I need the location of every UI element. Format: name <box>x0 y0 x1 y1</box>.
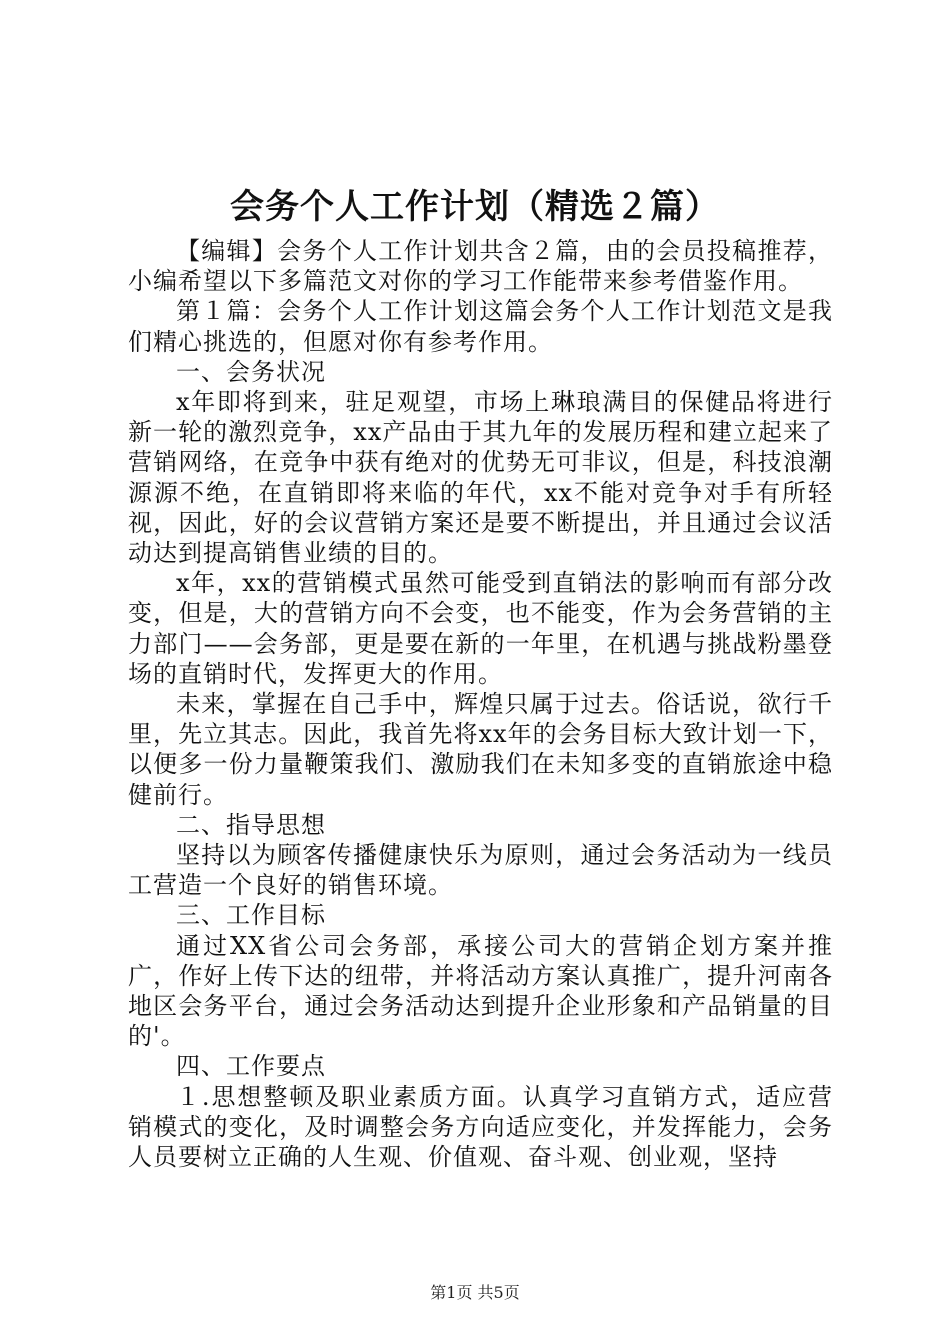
paragraph-market: x年即将到来，驻足观望，市场上琳琅满目的保健品将进行新一轮的激烈竞争，xx产品由于其九年的发展历程和建立起来了营销网络，在竞争中获有绝对的优势无可非议，但是，科技浪潮源源不绝，在直销即将来临的年代，xx不能对竞争对手有所轻视，因此，好的会议营销方案还是要不断提出，并且通过会议活动达到提高销售业绩的目的。 <box>128 388 833 568</box>
paragraph-principle: 坚持以为顾客传播健康快乐为原则，通过会务活动为一线员工营造一个良好的销售环境。 <box>128 841 833 900</box>
section-heading-work-goal: 三、工作目标 <box>176 901 326 930</box>
paragraph-future: 未来，掌握在自己手中，辉煌只属于过去。俗话说，欲行千里，先立其志。因此，我首先将xx年的会务目标大致计划一下，以便多一份力量鞭策我们、激励我们在未知多变的直销旅途中稳健前行。 <box>128 690 833 809</box>
paragraph-marketing-model: x年，xx的营销模式虽然可能受到直销法的影响而有部分改变，但是，大的营销方向不会变，也不能变，作为会务营销的主力部门——会务部，更是要在新的一年里，在机遇与挑战粉墨登场的直销时代，发挥更大的作用。 <box>128 569 833 688</box>
paragraph-goal: 通过XX省公司会务部，承接公司大的营销企划方案并推广，作好上传下达的纽带，并将活动方案认真推广，提升河南各地区会务平台，通过会务活动达到提升企业形象和产品销量的目的'。 <box>128 931 833 1051</box>
paragraph-part-one: 第１篇：会务个人工作计划这篇会务个人工作计划范文是我们精心挑选的，但愿对你有参考作用。 <box>128 297 833 356</box>
document-body <box>128 236 833 1172</box>
section-heading-key-points: 四、工作要点 <box>176 1052 326 1081</box>
paragraph-intro: 【编辑】会务个人工作计划共含２篇，由的会员投稿推荐，小编希望以下多篇范文对你的学习工作能带来参考借鉴作用。 <box>128 237 833 296</box>
document-title: 会务个人工作计划（精选２篇） <box>230 187 720 227</box>
page-footer: 第1页 共5页 <box>430 1283 520 1302</box>
paragraph-point-one: １.思想整顿及职业素质方面。认真学习直销方式，适应营销模式的变化，及时调整会务方向适应变化，并发挥能力，会务人员要树立正确的人生观、价值观、奋斗观、创业观，坚持 <box>128 1082 833 1172</box>
section-heading-guiding-thought: 二、指导思想 <box>176 810 326 839</box>
section-heading-status: 一、会务状况 <box>176 357 326 386</box>
